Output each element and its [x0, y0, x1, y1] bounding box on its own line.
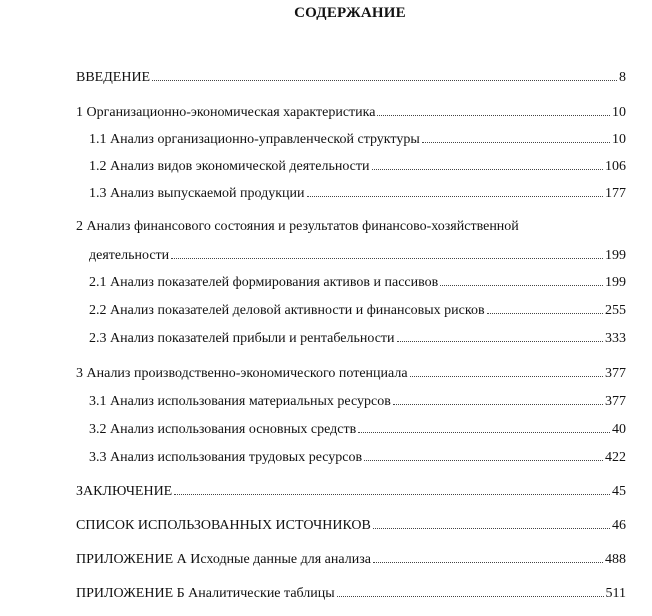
toc-entry-chapter-3	[0, 362, 626, 382]
dot-leader	[410, 362, 603, 377]
toc-entry-text: 3 Анализ производственно-экономического потенциала	[76, 366, 408, 381]
toc-entry-text: 3.3 Анализ использования трудовых ресурсов	[89, 450, 363, 465]
dot-leader	[372, 155, 603, 170]
toc-page-number: 10	[612, 105, 626, 120]
toc-page-number: 255	[605, 303, 626, 318]
toc-entry-section-2-1	[0, 271, 626, 291]
dot-leader	[440, 271, 603, 286]
toc-page-number: 40	[612, 422, 626, 437]
toc-entry-section-1-2	[0, 155, 626, 175]
toc-entry-text: ПРИЛОЖЕНИЕ А Исходные данные для анализа	[76, 552, 371, 567]
dot-leader	[393, 390, 603, 405]
toc-page-number: 199	[605, 248, 626, 263]
dot-leader	[337, 582, 604, 597]
dot-leader	[152, 66, 617, 81]
toc-page-number: 106	[605, 159, 626, 174]
toc-entry-appendix-a	[0, 548, 626, 568]
dot-leader	[174, 480, 610, 495]
toc-page-number: 10	[612, 132, 626, 147]
toc-entry-text: ЗАКЛЮЧЕНИЕ	[76, 484, 173, 499]
toc-entry-text: 2.2 Анализ показателей деловой активности и финансовых рисков	[89, 303, 485, 318]
toc-page-number: 377	[605, 366, 626, 381]
toc-entry-section-3-1	[0, 390, 626, 410]
toc-entry-introduction	[0, 66, 626, 86]
dot-leader	[487, 299, 603, 314]
toc-entry-text: 1.3 Анализ выпускаемой продукции	[89, 186, 305, 201]
dot-leader	[422, 128, 610, 143]
toc-entry-section-3-2	[0, 418, 626, 438]
toc-entry-text: 3.2 Анализ использования основных средств	[89, 422, 357, 437]
dot-leader	[373, 514, 610, 529]
toc-entry-text: 1.2 Анализ видов экономической деятельности	[89, 159, 370, 174]
toc-entry-text: 3.1 Анализ использования материальных ресурсов	[89, 394, 391, 409]
toc-entry-conclusion	[0, 480, 626, 500]
toc-page-number: 511	[605, 586, 626, 601]
toc-entry-text: 2.1 Анализ показателей формирования активов и пассивов	[89, 275, 439, 290]
toc-page-number: 488	[605, 552, 626, 567]
dot-leader	[373, 548, 603, 563]
toc-page-number: 177	[605, 186, 626, 201]
toc-page-number: 46	[612, 518, 626, 533]
toc-page-number: 8	[619, 70, 626, 85]
dot-leader	[397, 327, 603, 342]
toc-page-number: 199	[605, 275, 626, 290]
dot-leader	[171, 244, 603, 259]
toc-entry-text: ПРИЛОЖЕНИЕ Б Аналитические таблицы	[76, 586, 335, 601]
toc-entry-section-2-2	[0, 299, 626, 319]
toc-entry-chapter-1	[0, 101, 626, 121]
toc-entry-text: 1 Организационно-экономическая характеристика	[76, 105, 376, 120]
toc-entry-text: СПИСОК ИСПОЛЬЗОВАННЫХ ИСТОЧНИКОВ	[76, 518, 371, 533]
toc-entry-references	[0, 514, 626, 534]
toc-entry-section-2-3	[0, 327, 626, 347]
toc-page-number: 45	[612, 484, 626, 499]
toc-entry-text: ВВЕДЕНИЕ	[76, 70, 151, 85]
toc-page-number: 333	[605, 331, 626, 346]
dot-leader	[358, 418, 610, 433]
dot-leader	[364, 446, 603, 461]
toc-page-number: 422	[605, 450, 626, 465]
toc-entry-section-1-1	[0, 128, 626, 148]
toc-entry-section-1-3	[0, 182, 626, 202]
toc-entry-text: 2.3 Анализ показателей прибыли и рентабельности	[89, 331, 395, 346]
toc-entry-section-3-3	[0, 446, 626, 466]
dot-leader	[307, 182, 603, 197]
toc-entry-text-line1: 2 Анализ финансового состояния и результатов финансово-хозяйственной	[76, 219, 519, 234]
toc-page-number: 377	[605, 394, 626, 409]
toc-entry-appendix-b	[0, 582, 626, 602]
toc-entry-chapter-2	[0, 217, 626, 267]
dot-leader	[377, 101, 610, 116]
page-title: СОДЕРЖАНИЕ	[294, 5, 406, 21]
toc-entry-text: деятельности	[89, 248, 170, 263]
toc-entry-text: 1.1 Анализ организационно-управленческой структуры	[89, 132, 420, 147]
